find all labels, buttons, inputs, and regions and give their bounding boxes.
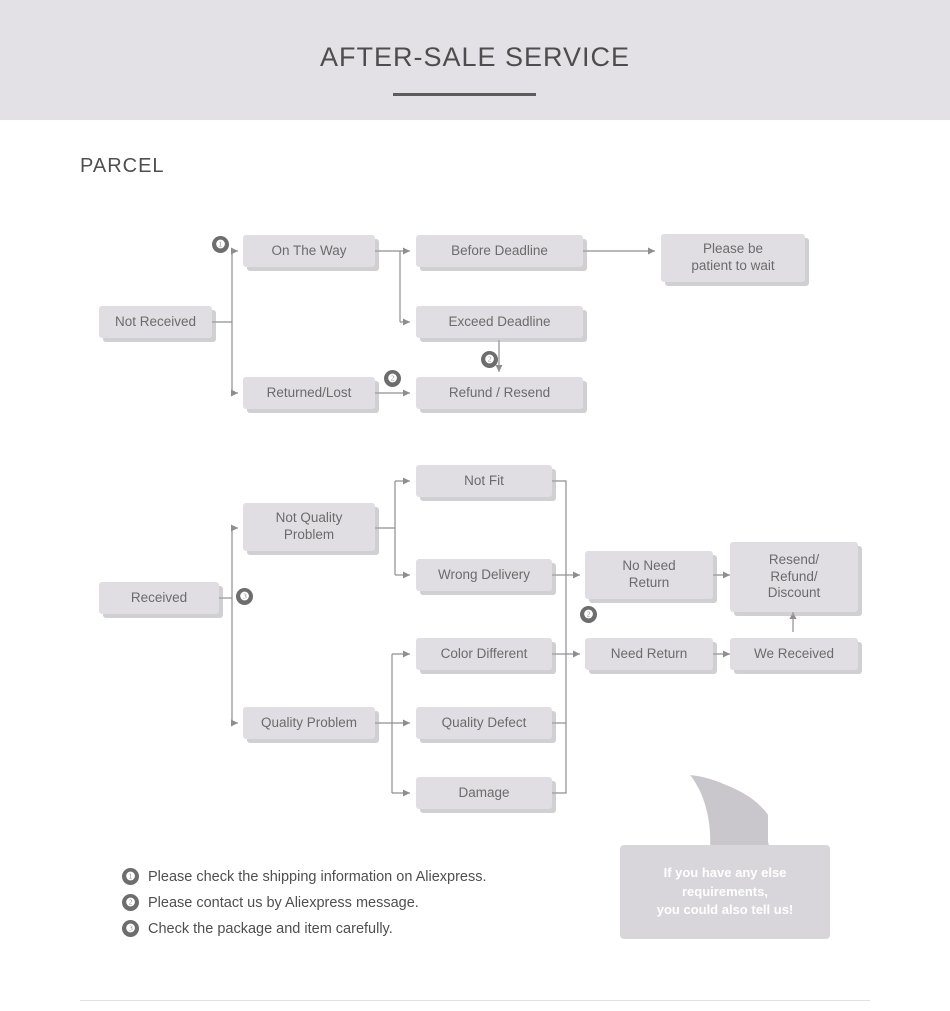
marker-three-icon: ❸: [122, 920, 139, 937]
node-label-line1: Please be: [702, 241, 764, 257]
node-label-line3: Discount: [767, 585, 821, 601]
node-no-need-return: [585, 551, 713, 599]
node-label: Damage: [458, 784, 510, 800]
marker-three-received: ❸: [236, 588, 253, 605]
legend: [122, 868, 592, 946]
legend-item: [122, 894, 592, 911]
marker-one-icon: ❶: [122, 868, 139, 885]
node-color-different: [416, 638, 552, 670]
node-need-return: [585, 638, 713, 670]
node-resend-refund-discount: [730, 542, 858, 612]
node-label: We Received: [753, 645, 835, 661]
marker-one-on-the-way: ❶: [212, 236, 229, 253]
bottom-divider: [80, 1000, 870, 1001]
node-quality-defect: [416, 707, 552, 739]
legend-text: Please check the shipping information on Aliexpress.: [148, 868, 487, 885]
marker-two-return-decision: ❷: [580, 606, 597, 623]
legend-text: Please contact us by Aliexpress message.: [148, 894, 419, 911]
node-quality-problem: [243, 707, 375, 739]
node-label-line2: Return: [628, 575, 670, 590]
node-received: [99, 582, 219, 614]
node-label: Quality Problem: [260, 714, 358, 730]
node-we-received: [730, 638, 858, 670]
node-not-fit: [416, 465, 552, 497]
node-label: Not Fit: [464, 472, 504, 488]
legend-text: Check the package and item carefully.: [148, 920, 393, 937]
marker-two-returned-lost: ❷: [384, 370, 401, 387]
node-refund-resend: [416, 377, 583, 409]
node-label: On The Way: [271, 242, 347, 258]
bubble-line3: you could also tell us!: [656, 902, 794, 918]
node-label-line1: No Need: [622, 558, 676, 574]
node-label: Before Deadline: [451, 242, 548, 258]
node-on-the-way: [243, 235, 375, 267]
node-label: Color Different: [440, 645, 528, 661]
bubble-line2: requirements,: [682, 883, 768, 899]
node-not-received: [99, 306, 212, 338]
node-label: Need Return: [610, 645, 688, 661]
node-label-line1: Not Quality: [275, 510, 343, 526]
node-label: Received: [130, 589, 188, 605]
bubble-line1: If you have any else: [663, 864, 787, 880]
node-label: Exceed Deadline: [448, 313, 551, 329]
page-title: AFTER-SALE SERVICE: [319, 42, 631, 72]
speech-bubble-tail: [690, 775, 770, 850]
node-label: Refund / Resend: [448, 384, 551, 400]
node-label-line1: Resend/: [768, 551, 820, 567]
marker-two-icon: ❷: [122, 894, 139, 911]
node-label-line2: patient to wait: [691, 258, 775, 273]
node-label: Quality Defect: [441, 714, 527, 730]
node-exceed-deadline: [416, 306, 583, 338]
legend-item: [122, 920, 592, 937]
node-label: Wrong Delivery: [437, 566, 531, 582]
section-title: PARCEL: [80, 155, 165, 177]
node-damage: [416, 777, 552, 809]
node-wrong-delivery: [416, 559, 552, 591]
node-not-quality-problem: [243, 503, 375, 551]
node-label-line2: Refund/: [770, 568, 818, 584]
node-please-be-patient: [661, 234, 805, 282]
speech-bubble: [620, 845, 830, 939]
node-before-deadline: [416, 235, 583, 267]
node-label: Returned/Lost: [266, 384, 352, 400]
node-returned-lost: [243, 377, 375, 409]
node-label-line2: Problem: [283, 527, 335, 542]
node-label: Not Received: [114, 313, 197, 329]
marker-two-exceed-deadline: ❷: [481, 351, 498, 368]
legend-item: [122, 868, 592, 885]
